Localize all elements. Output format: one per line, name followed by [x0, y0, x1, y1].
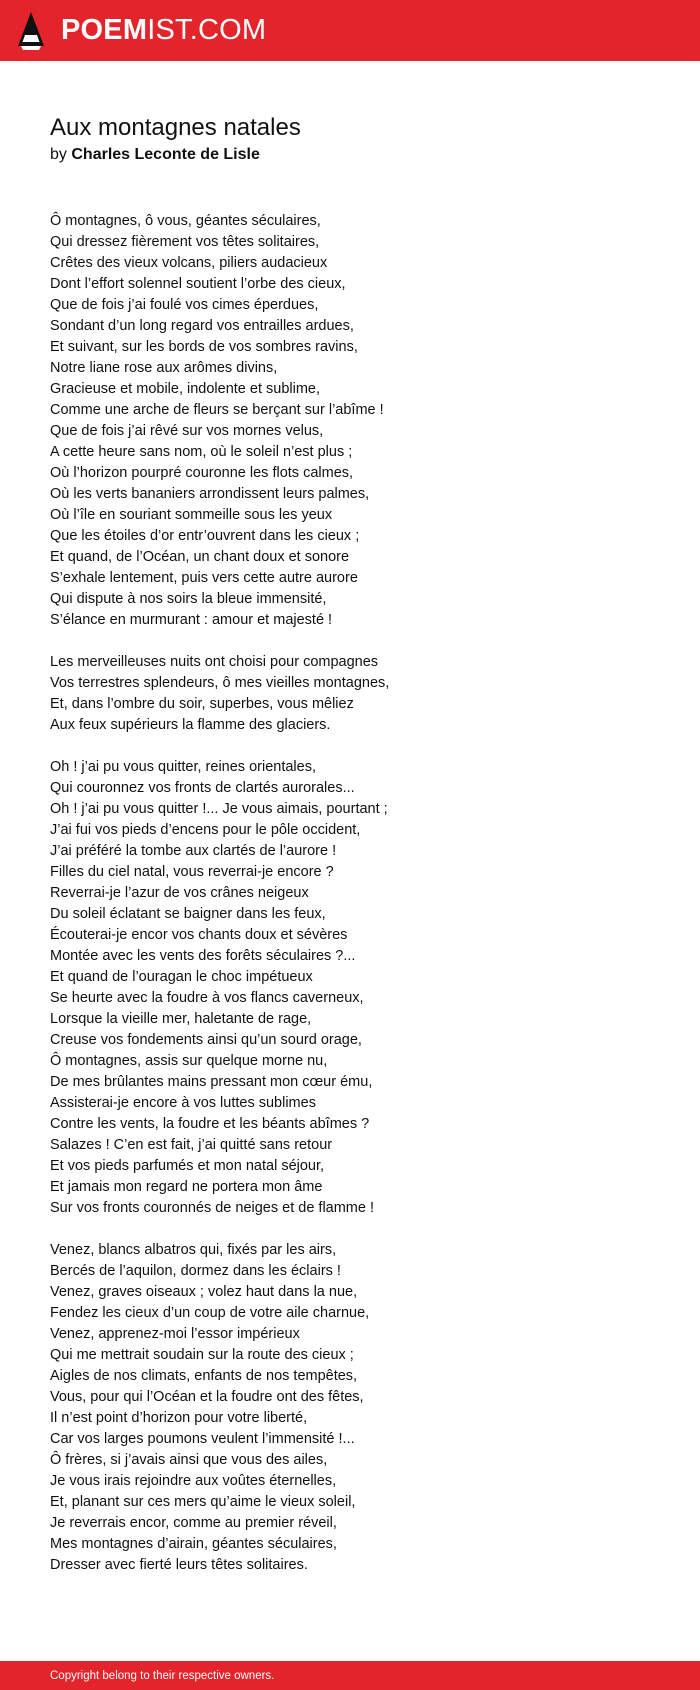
site-logo-text [61, 16, 266, 45]
poem-line: A cette heure sans nom, où le soleil n’est plus ; [50, 444, 353, 460]
poem-line: Et jamais mon regard ne portera mon âme [50, 1179, 323, 1195]
poem-line: Sondant d’un long regard vos entrailles ardues, [50, 318, 354, 334]
poem-line: Gracieuse et mobile, indolente et sublime, [50, 381, 321, 397]
poem-stanza [50, 757, 670, 1219]
poem-line: Du soleil éclatant se baigner dans les feux, [50, 906, 326, 922]
poem-line: Écouterai-je encor vos chants doux et sévères [50, 927, 348, 943]
poem-line: Dont l’effort solennel soutient l’orbe des cieux, [50, 276, 346, 292]
poem-line: Comme une arche de fleurs se berçant sur l’abîme ! [50, 402, 384, 418]
poem-line: Où l’île en souriant sommeille sous les yeux [50, 507, 333, 523]
poem-byline [50, 144, 670, 166]
poem-author: Charles Leconte de Lisle [71, 146, 260, 163]
poem-line: Sur vos fronts couronnés de neiges et de flamme ! [50, 1200, 375, 1216]
poem-content [50, 112, 670, 1597]
poem-line: Fendez les cieux d’un coup de votre aile charnue, [50, 1305, 370, 1321]
site-header [0, 0, 700, 61]
poem-line: Que de fois j’ai rêvé sur vos mornes velus, [50, 423, 324, 439]
poem-line: Montée avec les vents des forêts séculaires ?... [50, 948, 356, 964]
site-logo-link[interactable] [17, 11, 266, 51]
byline-prefix: by [50, 146, 67, 163]
poem-line: Vos terrestres splendeurs, ô mes vieilles montagnes, [50, 675, 390, 691]
poem-line: Bercés de l’aquilon, dormez dans les éclairs ! [50, 1263, 341, 1279]
poem-line: Oh ! j’ai pu vous quitter !... Je vous aimais, pourtant ; [50, 801, 388, 817]
poem-stanza [50, 652, 670, 736]
poem-line: Contre les vents, la foudre et les béants abîmes ? [50, 1116, 370, 1132]
poem-line: Notre liane rose aux arômes divins, [50, 360, 278, 376]
poem-line: Filles du ciel natal, vous reverrai-je encore ? [50, 864, 334, 880]
poem-line: Car vos larges poumons veulent l’immensité !... [50, 1431, 355, 1447]
poem-body [50, 211, 670, 1576]
poem-line: Ô montagnes, ô vous, géantes séculaires, [50, 213, 321, 229]
poem-line: Et, planant sur ces mers qu’aime le vieux soleil, [50, 1494, 356, 1510]
poem-line: Aigles de nos climats, enfants de nos tempêtes, [50, 1368, 358, 1384]
logo-text-light: IST.COM [147, 14, 267, 46]
poem-line: Je vous irais rejoindre aux voûtes éternelles, [50, 1473, 337, 1489]
poem-line: Et suivant, sur les bords de vos sombres ravins, [50, 339, 358, 355]
poem-line: Venez, graves oiseaux ; volez haut dans la nue, [50, 1284, 358, 1300]
poem-line: Et quand, de l’Océan, un chant doux et sonore [50, 549, 350, 565]
poem-line: Où l’horizon pourpré couronne les flots calmes, [50, 465, 354, 481]
poem-line: Dresser avec fierté leurs têtes solitaires. [50, 1557, 308, 1573]
copyright-notice: Copyright belong to their respective owners. [50, 1669, 275, 1682]
poem-line: Il n’est point d’horizon pour votre liberté, [50, 1410, 308, 1426]
poem-line: Vous, pour qui l’Océan et la foudre ont des fêtes, [50, 1389, 364, 1405]
poem-line: Que les étoiles d’or entr’ouvrent dans les cieux ; [50, 528, 360, 544]
poem-title: Aux montagnes natales [50, 114, 301, 141]
poem-line: Et vos pieds parfumés et mon natal séjour, [50, 1158, 325, 1174]
poem-line: Reverrai-je l’azur de vos crânes neigeux [50, 885, 309, 901]
poem-stanza [50, 211, 670, 631]
poem-line: Aux feux supérieurs la flamme des glaciers. [50, 717, 331, 733]
poem-line: Assisterai-je encore à vos luttes sublimes [50, 1095, 316, 1111]
poem-line: J’ai fui vos pieds d’encens pour le pôle occident, [50, 822, 361, 838]
poem-line: Se heurte avec la foudre à vos flancs caverneux, [50, 990, 364, 1006]
poem-line: Où les verts bananiers arrondissent leurs palmes, [50, 486, 370, 502]
poem-line: J’ai préféré la tombe aux clartés de l’aurore ! [50, 843, 337, 859]
poem-line: Venez, blancs albatros qui, fixés par les airs, [50, 1242, 337, 1258]
poem-line: Ô montagnes, assis sur quelque morne nu, [50, 1053, 328, 1069]
poem-line: Salazes ! C’en est fait, j’ai quitté sans retour [50, 1137, 333, 1153]
poem-line: Je reverrais encor, comme au premier réveil, [50, 1515, 337, 1531]
pencil-tip-icon [17, 11, 45, 51]
poem-line: S’élance en murmurant : amour et majesté ! [50, 612, 333, 628]
poem-line: De mes brûlantes mains pressant mon cœur ému, [50, 1074, 373, 1090]
poem-line: Qui me mettrait soudain sur la route des cieux ; [50, 1347, 354, 1363]
poem-line: Qui dressez fièrement vos têtes solitaires, [50, 234, 320, 250]
poem-line: Et quand de l’ouragan le choc impétueux [50, 969, 313, 985]
poem-line: Et, dans l’ombre du soir, superbes, vous mêliez [50, 696, 354, 712]
site-footer [0, 1661, 700, 1690]
poem-line: Venez, apprenez-moi l’essor impérieux [50, 1326, 300, 1342]
poem-line: Qui dispute à nos soirs la bleue immensité, [50, 591, 327, 607]
poem-line: Creuse vos fondements ainsi qu’un sourd orage, [50, 1032, 362, 1048]
poem-line: Qui couronnez vos fronts de clartés aurorales... [50, 780, 355, 796]
poem-line: Les merveilleuses nuits ont choisi pour compagnes [50, 654, 379, 670]
poem-line: Ô frères, si j’avais ainsi que vous des ailes, [50, 1452, 328, 1468]
logo-text-bold: POEM [61, 14, 148, 46]
poem-line: Que de fois j’ai foulé vos cimes éperdues, [50, 297, 319, 313]
poem-line: Mes montagnes d’airain, géantes séculaires, [50, 1536, 337, 1552]
poem-line: Oh ! j’ai pu vous quitter, reines orientales, [50, 759, 316, 775]
poem-line: S’exhale lentement, puis vers cette autre aurore [50, 570, 358, 586]
poem-line: Crêtes des vieux volcans, piliers audacieux [50, 255, 328, 271]
poem-stanza [50, 1240, 670, 1576]
poem-line: Lorsque la vieille mer, haletante de rage, [50, 1011, 312, 1027]
